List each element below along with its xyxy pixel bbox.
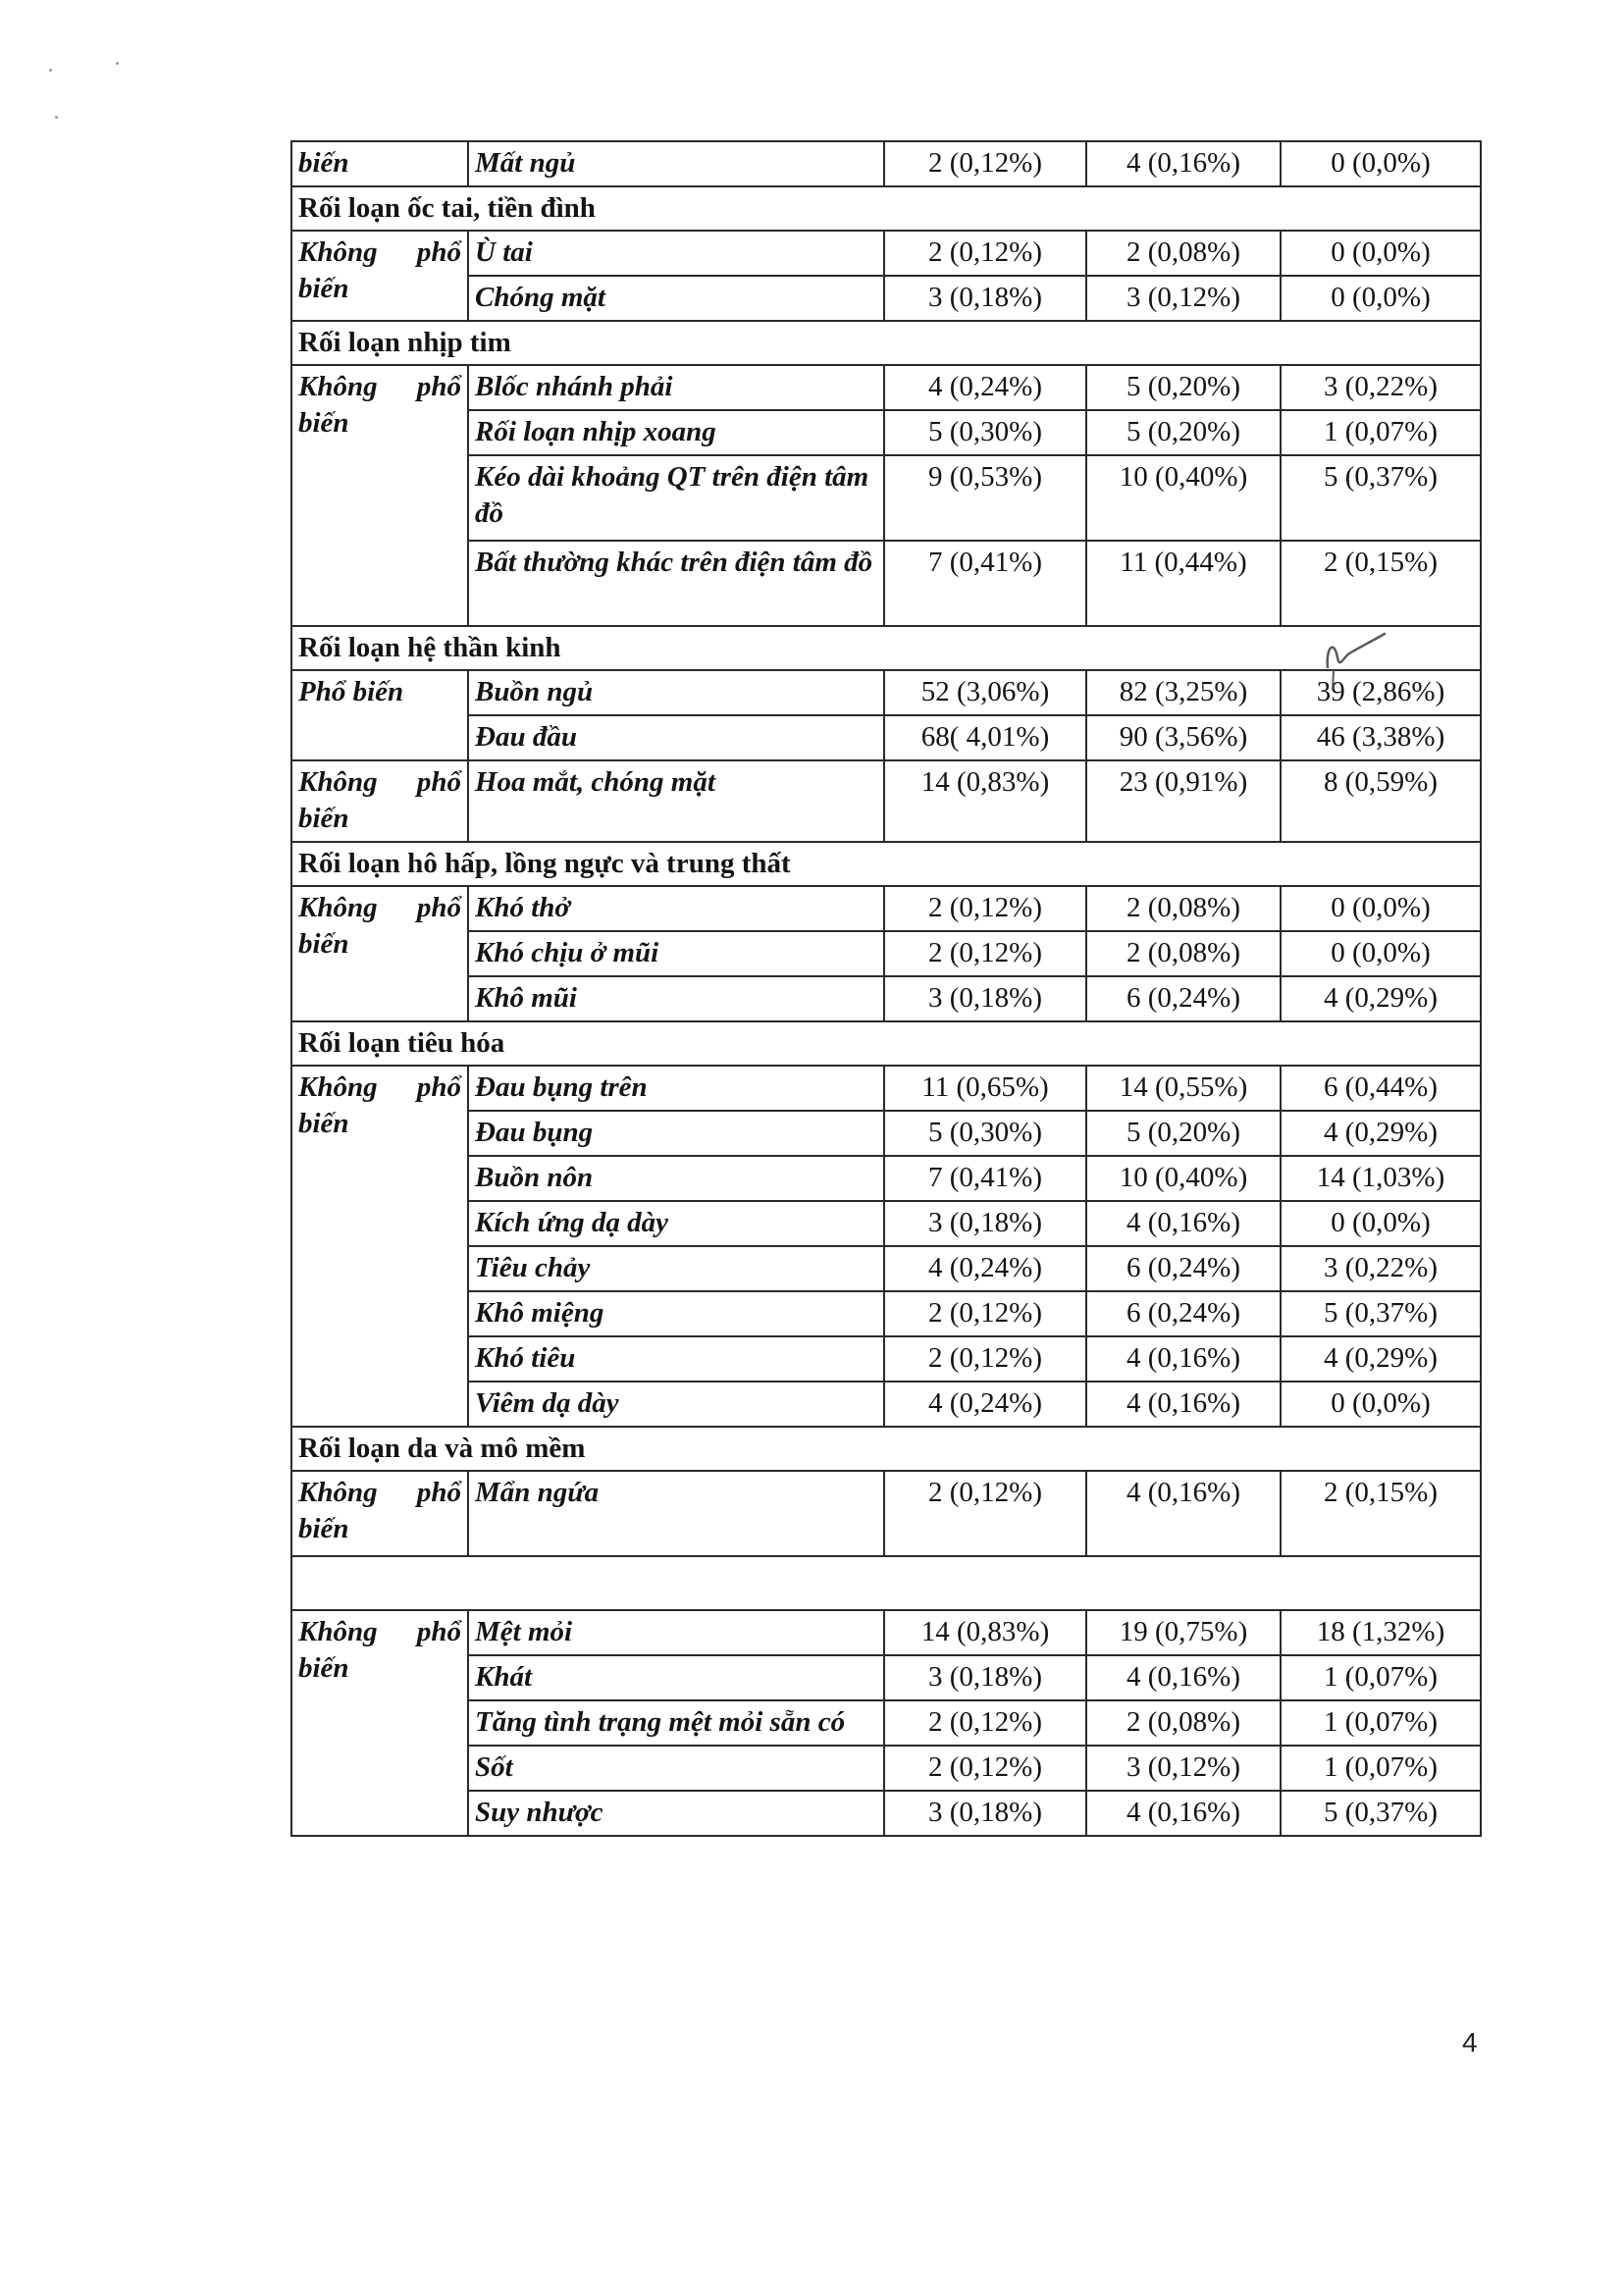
value-cell: 3 (0,18%) — [884, 1791, 1086, 1836]
frequency-cell — [291, 760, 468, 842]
frequency-cell — [291, 231, 468, 321]
value-cell: 3 (0,22%) — [1281, 1246, 1481, 1291]
value-cell: 5 (0,30%) — [884, 410, 1086, 455]
frequency-cell — [291, 1066, 468, 1427]
scan-speck — [55, 116, 58, 119]
value-cell: 5 (0,37%) — [1281, 1791, 1481, 1836]
value-cell: 2 (0,08%) — [1086, 231, 1281, 276]
value-cell: 2 (0,08%) — [1086, 886, 1281, 931]
value-cell: 18 (1,32%) — [1281, 1610, 1481, 1655]
term-cell: Sốt — [468, 1746, 884, 1791]
term-cell: Suy nhược — [468, 1791, 884, 1836]
section-row — [291, 1021, 1481, 1066]
term-cell: Mệt mỏi — [468, 1610, 884, 1655]
value-cell: 3 (0,22%) — [1281, 365, 1481, 410]
value-cell: 2 (0,12%) — [884, 1291, 1086, 1336]
term-cell: Khô mũi — [468, 976, 884, 1021]
value-cell: 3 (0,18%) — [884, 276, 1086, 321]
table-row — [291, 1201, 1481, 1246]
value-cell: 68( 4,01%) — [884, 715, 1086, 760]
frequency-cell — [291, 886, 468, 1021]
term-cell: Đau đầu — [468, 715, 884, 760]
table-row — [291, 410, 1481, 455]
value-cell: 3 (0,12%) — [1086, 1746, 1281, 1791]
value-cell: 4 (0,16%) — [1086, 1201, 1281, 1246]
value-cell: 4 (0,16%) — [1086, 1655, 1281, 1700]
value-cell: 2 (0,08%) — [1086, 931, 1281, 976]
frequency-label: Không phổ — [298, 236, 461, 268]
section-row — [291, 842, 1481, 886]
value-cell: 1 (0,07%) — [1281, 1746, 1481, 1791]
term-cell: Chóng mặt — [468, 276, 884, 321]
term-cell: Khó tiêu — [468, 1336, 884, 1382]
frequency-label: biến — [298, 928, 349, 960]
value-cell: 7 (0,41%) — [884, 541, 1086, 626]
value-cell: 0 (0,0%) — [1281, 141, 1481, 186]
value-cell: 3 (0,18%) — [884, 1201, 1086, 1246]
value-cell: 14 (0,55%) — [1086, 1066, 1281, 1111]
value-cell: 5 (0,20%) — [1086, 1111, 1281, 1156]
term-cell: Blốc nhánh phải — [468, 365, 884, 410]
value-cell: 23 (0,91%) — [1086, 760, 1281, 842]
table-row — [291, 976, 1481, 1021]
value-cell: 2 (0,12%) — [884, 141, 1086, 186]
frequency-label: Không phổ — [298, 371, 461, 402]
frequency-label: Phổ biến — [298, 676, 404, 707]
value-cell: 0 (0,0%) — [1281, 1382, 1481, 1427]
value-cell: 4 (0,29%) — [1281, 976, 1481, 1021]
term-cell: Buồn nôn — [468, 1156, 884, 1201]
value-cell: 3 (0,18%) — [884, 1655, 1086, 1700]
table-row — [291, 231, 1481, 276]
section-title: Rối loạn hệ thần kinh — [291, 626, 1481, 670]
value-cell: 4 (0,16%) — [1086, 1382, 1281, 1427]
handwritten-initials-icon — [1320, 628, 1398, 697]
frequency-label: biến — [298, 1108, 349, 1139]
value-cell: 5 (0,20%) — [1086, 410, 1281, 455]
value-cell: 2 (0,08%) — [1086, 1700, 1281, 1746]
section-row — [291, 626, 1481, 670]
value-cell: 0 (0,0%) — [1281, 1201, 1481, 1246]
term-cell: Khó chịu ở mũi — [468, 931, 884, 976]
value-cell: 6 (0,24%) — [1086, 1291, 1281, 1336]
frequency-label: biến — [298, 147, 349, 179]
table-row — [291, 1746, 1481, 1791]
section-title: Rối loạn da và mô mềm — [291, 1427, 1481, 1471]
value-cell: 2 (0,12%) — [884, 931, 1086, 976]
scan-speck — [116, 62, 119, 65]
value-cell: 82 (3,25%) — [1086, 670, 1281, 715]
term-cell: Mất ngủ — [468, 141, 884, 186]
table-row — [291, 1610, 1481, 1655]
value-cell: 10 (0,40%) — [1086, 1156, 1281, 1201]
value-cell: 14 (0,83%) — [884, 760, 1086, 842]
term-cell: Đau bụng trên — [468, 1066, 884, 1111]
table-row — [291, 365, 1481, 410]
section-title: Rối loạn tiêu hóa — [291, 1021, 1481, 1066]
frequency-cell — [291, 365, 468, 626]
value-cell: 3 (0,18%) — [884, 976, 1086, 1021]
value-cell: 4 (0,16%) — [1086, 141, 1281, 186]
term-cell: Khô miệng — [468, 1291, 884, 1336]
section-title: Rối loạn nhịp tim — [291, 321, 1481, 365]
table-row — [291, 541, 1481, 626]
frequency-label: biến — [298, 273, 349, 304]
value-cell: 2 (0,12%) — [884, 1471, 1086, 1556]
term-cell: Tăng tình trạng mệt mỏi sẵn có — [468, 1700, 884, 1746]
table-row — [291, 1471, 1481, 1556]
section-title: Rối loạn ốc tai, tiền đình — [291, 186, 1481, 231]
value-cell: 8 (0,59%) — [1281, 760, 1481, 842]
table-row — [291, 1246, 1481, 1291]
value-cell: 2 (0,12%) — [884, 1746, 1086, 1791]
table-row — [291, 1655, 1481, 1700]
value-cell: 4 (0,16%) — [1086, 1471, 1281, 1556]
table-row — [291, 1111, 1481, 1156]
value-cell: 5 (0,37%) — [1281, 1291, 1481, 1336]
value-cell: 2 (0,12%) — [884, 886, 1086, 931]
adverse-events-table — [290, 140, 1480, 1837]
table-row — [291, 141, 1481, 186]
section-row — [291, 1556, 1481, 1610]
table-row — [291, 1066, 1481, 1111]
page-number: 4 — [1462, 2027, 1478, 2058]
value-cell: 2 (0,15%) — [1281, 541, 1481, 626]
section-row — [291, 321, 1481, 365]
frequency-label: Không phổ — [298, 892, 461, 923]
term-cell: Kích ứng dạ dày — [468, 1201, 884, 1246]
value-cell: 2 (0,12%) — [884, 231, 1086, 276]
term-cell: Đau bụng — [468, 1111, 884, 1156]
value-cell: 10 (0,40%) — [1086, 455, 1281, 541]
term-cell: Kéo dài khoảng QT trên điện tâm đồ — [468, 455, 884, 541]
frequency-cell — [291, 141, 468, 186]
value-cell: 2 (0,12%) — [884, 1336, 1086, 1382]
value-cell: 52 (3,06%) — [884, 670, 1086, 715]
frequency-cell — [291, 1610, 468, 1836]
value-cell: 9 (0,53%) — [884, 455, 1086, 541]
value-cell: 0 (0,0%) — [1281, 931, 1481, 976]
term-cell: Ù tai — [468, 231, 884, 276]
value-cell: 46 (3,38%) — [1281, 715, 1481, 760]
value-cell: 2 (0,12%) — [884, 1700, 1086, 1746]
value-cell: 11 (0,44%) — [1086, 541, 1281, 626]
term-cell: Viêm dạ dày — [468, 1382, 884, 1427]
table-row — [291, 1156, 1481, 1201]
value-cell: 7 (0,41%) — [884, 1156, 1086, 1201]
term-cell: Khát — [468, 1655, 884, 1700]
value-cell: 5 (0,20%) — [1086, 365, 1281, 410]
frequency-label: Không phổ — [298, 1071, 461, 1103]
section-title-empty — [291, 1556, 1481, 1610]
value-cell: 0 (0,0%) — [1281, 231, 1481, 276]
value-cell: 6 (0,44%) — [1281, 1066, 1481, 1111]
value-cell: 90 (3,56%) — [1086, 715, 1281, 760]
value-cell: 3 (0,12%) — [1086, 276, 1281, 321]
value-cell: 1 (0,07%) — [1281, 1655, 1481, 1700]
section-title: Rối loạn hô hấp, lồng ngực và trung thất — [291, 842, 1481, 886]
frequency-label: Không phổ — [298, 766, 461, 798]
term-cell: Bất thường khác trên điện tâm đồ — [468, 541, 884, 626]
value-cell: 4 (0,24%) — [884, 1382, 1086, 1427]
term-cell: Rối loạn nhịp xoang — [468, 410, 884, 455]
table-row — [291, 670, 1481, 715]
table-row — [291, 1382, 1481, 1427]
value-cell: 5 (0,30%) — [884, 1111, 1086, 1156]
value-cell: 14 (1,03%) — [1281, 1156, 1481, 1201]
term-cell: Buồn ngủ — [468, 670, 884, 715]
frequency-label: biến — [298, 803, 349, 834]
term-cell: Mẩn ngứa — [468, 1471, 884, 1556]
term-cell: Tiêu chảy — [468, 1246, 884, 1291]
value-cell: 4 (0,16%) — [1086, 1791, 1281, 1836]
value-cell: 5 (0,37%) — [1281, 455, 1481, 541]
table-row — [291, 760, 1481, 842]
value-cell: 4 (0,24%) — [884, 365, 1086, 410]
value-cell: 4 (0,29%) — [1281, 1336, 1481, 1382]
table-row — [291, 1336, 1481, 1382]
value-cell: 4 (0,24%) — [884, 1246, 1086, 1291]
value-cell: 19 (0,75%) — [1086, 1610, 1281, 1655]
value-cell: 6 (0,24%) — [1086, 1246, 1281, 1291]
table-row — [291, 1700, 1481, 1746]
table-row — [291, 276, 1481, 321]
term-cell: Hoa mắt, chóng mặt — [468, 760, 884, 842]
frequency-label: biến — [298, 1513, 349, 1544]
value-cell: 14 (0,83%) — [884, 1610, 1086, 1655]
table — [290, 140, 1482, 1837]
term-cell: Khó thở — [468, 886, 884, 931]
value-cell: 0 (0,0%) — [1281, 886, 1481, 931]
value-cell: 4 (0,29%) — [1281, 1111, 1481, 1156]
frequency-cell — [291, 670, 468, 760]
table-row — [291, 931, 1481, 976]
scan-speck — [49, 69, 52, 72]
table-row — [291, 1791, 1481, 1836]
table-row — [291, 886, 1481, 931]
table-row — [291, 1291, 1481, 1336]
frequency-label: biến — [298, 1652, 349, 1684]
frequency-cell — [291, 1471, 468, 1556]
frequency-label: biến — [298, 407, 349, 439]
section-row — [291, 186, 1481, 231]
table-row — [291, 455, 1481, 541]
table-row — [291, 715, 1481, 760]
value-cell: 0 (0,0%) — [1281, 276, 1481, 321]
value-cell: 1 (0,07%) — [1281, 410, 1481, 455]
section-row — [291, 1427, 1481, 1471]
value-cell: 2 (0,15%) — [1281, 1471, 1481, 1556]
value-cell: 11 (0,65%) — [884, 1066, 1086, 1111]
frequency-label: Không phổ — [298, 1477, 461, 1508]
value-cell: 6 (0,24%) — [1086, 976, 1281, 1021]
frequency-label: Không phổ — [298, 1616, 461, 1647]
value-cell: 1 (0,07%) — [1281, 1700, 1481, 1746]
value-cell: 39 (2,86%) — [1281, 670, 1481, 715]
value-cell: 4 (0,16%) — [1086, 1336, 1281, 1382]
